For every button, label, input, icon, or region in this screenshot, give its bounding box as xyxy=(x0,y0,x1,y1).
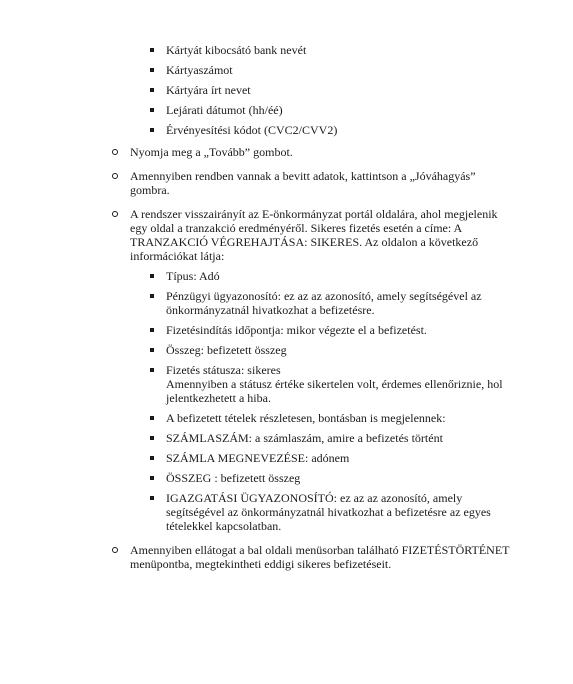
list-item-text: Összeg: befizetett összeg xyxy=(166,343,287,357)
list-item-text: A befizetett tételek részletesen, bontásban is megjelennek: xyxy=(166,411,446,425)
square-bullet-icon xyxy=(150,294,154,298)
step-item xyxy=(112,207,515,533)
square-bullet-icon xyxy=(150,108,154,112)
square-bullet-icon xyxy=(150,48,154,52)
list-item-text: Fizetésindítás időpontja: mikor végezte el a befizetést. xyxy=(166,323,427,337)
list-item xyxy=(150,63,531,77)
list-item-text: SZÁMLA MEGNEVEZÉSE: adónem xyxy=(166,451,350,465)
step-text: Amennyiben ellátogat a bal oldali menüsorban található FIZETÉSTÖRTÉNET menüpontba, megtekintheti eddigi sikeres befizetéseit. xyxy=(130,543,510,571)
square-bullet-icon xyxy=(150,68,154,72)
square-bullet-icon xyxy=(150,456,154,460)
square-bullet-icon xyxy=(150,274,154,278)
list-item xyxy=(150,343,516,357)
square-bullet-icon xyxy=(150,348,154,352)
list-item xyxy=(150,363,516,405)
list-item xyxy=(150,431,516,445)
square-bullet-icon xyxy=(150,496,154,500)
circle-bullet-icon xyxy=(112,173,118,179)
status-note: Amennyiben a státusz értéke sikertelen volt, érdemes ellenőriznie, hol jelentkezhetett a hiba. xyxy=(166,377,503,405)
list-item-text: Fizetés státusza: sikeres xyxy=(166,363,281,377)
list-item xyxy=(150,123,531,137)
square-bullet-icon xyxy=(150,128,154,132)
list-item xyxy=(150,451,516,465)
step-text: Nyomja meg a „Tovább” gombot. xyxy=(130,145,293,159)
document-content xyxy=(0,43,573,581)
step-text: A rendszer visszairányít az E-önkormányzat portál oldalára, ahol megjelenik egy oldal a tranzakció eredményéről. Sikeres fizetés esetén a címe: A TRANZAKCIÓ VÉGREHAJTÁSA: SIKERES. Az oldalon a következő információkat látja: xyxy=(130,207,498,263)
transaction-details-list xyxy=(0,269,573,533)
step-text: Amennyiben rendben vannak a bevitt adatok, kattintson a „Jóváhagyás” gombra. xyxy=(130,169,476,197)
step-item xyxy=(112,145,515,159)
list-item xyxy=(150,491,516,533)
list-item-text: Pénzügyi ügyazonosító: ez az az azonosító, amely segítségével az önkormányzatnál hivatkozhat a befizetésre. xyxy=(166,289,482,317)
list-item-text: IGAZGATÁSI ÜGYAZONOSÍTÓ: ez az az azonosító, amely segítségével az önkormányzatnál hivatkozhat a befizetésre az egyes tételekkel kapcsolatban. xyxy=(166,491,491,533)
square-bullet-icon xyxy=(150,368,154,372)
list-item xyxy=(150,323,516,337)
step-item xyxy=(112,169,515,197)
square-bullet-icon xyxy=(150,416,154,420)
list-item-text: ÖSSZEG : befizetett összeg xyxy=(166,471,301,485)
square-bullet-icon xyxy=(150,88,154,92)
card-data-list xyxy=(0,43,573,137)
circle-bullet-icon xyxy=(112,547,118,553)
square-bullet-icon xyxy=(150,436,154,440)
steps-list xyxy=(0,145,573,571)
list-item-text: Kártyaszámot xyxy=(166,63,233,77)
square-bullet-icon xyxy=(150,328,154,332)
list-item-text: Típus: Adó xyxy=(166,269,220,283)
list-item xyxy=(150,411,516,425)
list-item xyxy=(150,289,516,317)
list-item xyxy=(150,269,516,283)
list-item xyxy=(150,471,516,485)
list-item-text: Lejárati dátumot (hh/éé) xyxy=(166,103,283,117)
circle-bullet-icon xyxy=(112,149,118,155)
list-item-text: Kártyát kibocsátó bank nevét xyxy=(166,43,307,57)
step-item xyxy=(112,543,515,571)
square-bullet-icon xyxy=(150,476,154,480)
list-item xyxy=(150,103,531,117)
list-item-text: SZÁMLASZÁM: a számlaszám, amire a befizetés történt xyxy=(166,431,443,445)
list-item-text: Érvényesítési kódot (CVC2/CVV2) xyxy=(166,123,338,137)
list-item xyxy=(150,83,531,97)
circle-bullet-icon xyxy=(112,211,118,217)
list-item-text: Kártyára írt nevet xyxy=(166,83,251,97)
list-item xyxy=(150,43,531,57)
